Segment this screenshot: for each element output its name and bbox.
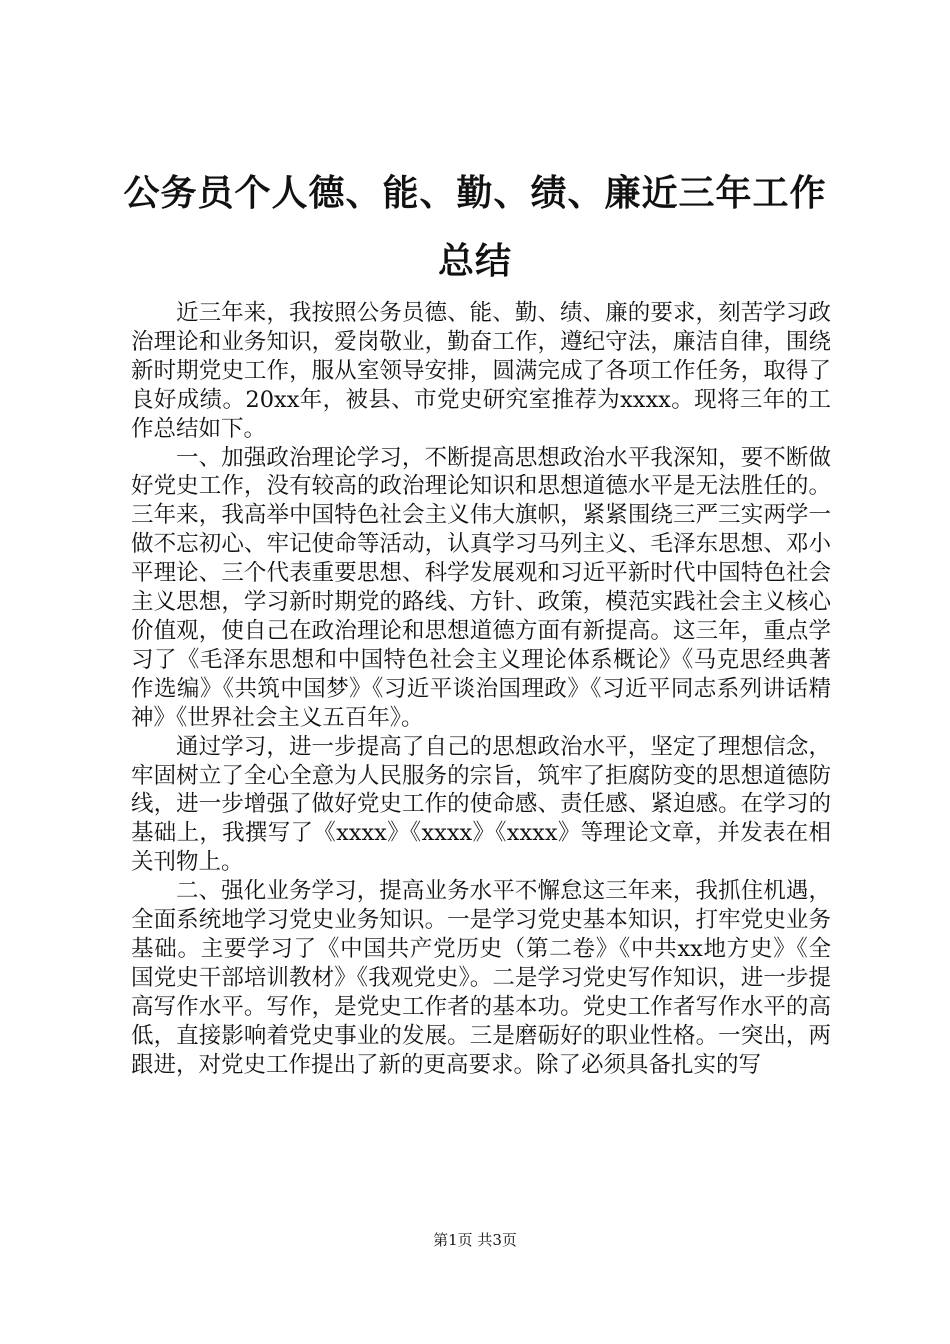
paragraph-section-two: 二、强化业务学习，提高业务水平不懈怠这三年来，我抓住机遇，全面系统地学习党史业务知识。一是学习党史基本知识，打牢党史业务基础。主要学习了《中国共产党历史（第二卷》《中共xx地方史》《全国党史干部培训教材》《我观党史》。二是学习党史写作知识，进一步提高写作水平。写作，是党史工作者的基本功。党史工作者写作水平的高低，直接影响着党史事业的发展。三是磨砺好的职业性格。一突出，两跟进，对党史工作提出了新的更高要求。除了必须具备扎实的写 [131, 878, 831, 1078]
paragraph-intro: 近三年来，我按照公务员德、能、勤、绩、廉的要求，刻苦学习政治理论和业务知识，爱岗敬业，勤奋工作，遵纪守法，廉洁自律，围绕新时期党史工作，服从室领导安排，圆满完成了各项工作任务，取得了良好成绩。20xx年，被县、市党史研究室推荐为xxxx。现将三年的工作总结如下。 [131, 300, 831, 442]
document-title: 公务员个人德、能、勤、绩、廉近三年工作总结 [123, 173, 827, 282]
page-footer: 第1页 共3页 [433, 1231, 517, 1249]
paragraph-section-one: 一、加强政治理论学习，不断提高思想政治水平我深知，要不断做好党史工作，没有较高的政治理论知识和思想道德水平是无法胜任的。三年来，我高举中国特色社会主义伟大旗帜，紧紧围绕三严三实两学一做不忘初心、牢记使命等活动，认真学习马列主义、毛泽东思想、邓小平理论、三个代表重要思想、科学发展观和习近平新时代中国特色社会主义思想，学习新时期党的路线、方针、政策，模范实践社会主义核心价值观，使自己在政治理论和思想道德方面有新提高。这三年，重点学习了《毛泽东思想和中国特色社会主义理论体系概论》《马克思经典著作选编》《共筑中国梦》《习近平谈治国理政》《习近平同志系列讲话精神》《世界社会主义五百年》。 [131, 444, 831, 731]
paragraph-study-results: 通过学习，进一步提高了自己的思想政治水平，坚定了理想信念，牢固树立了全心全意为人民服务的宗旨，筑牢了拒腐防变的思想道德防线，进一步增强了做好党史工作的使命感、责任感、紧迫感。在学习的基础上，我撰写了《xxxx》《xxxx》《xxxx》等理论文章，并发表在相关刊物上。 [131, 733, 831, 876]
document-body [131, 299, 831, 1079]
